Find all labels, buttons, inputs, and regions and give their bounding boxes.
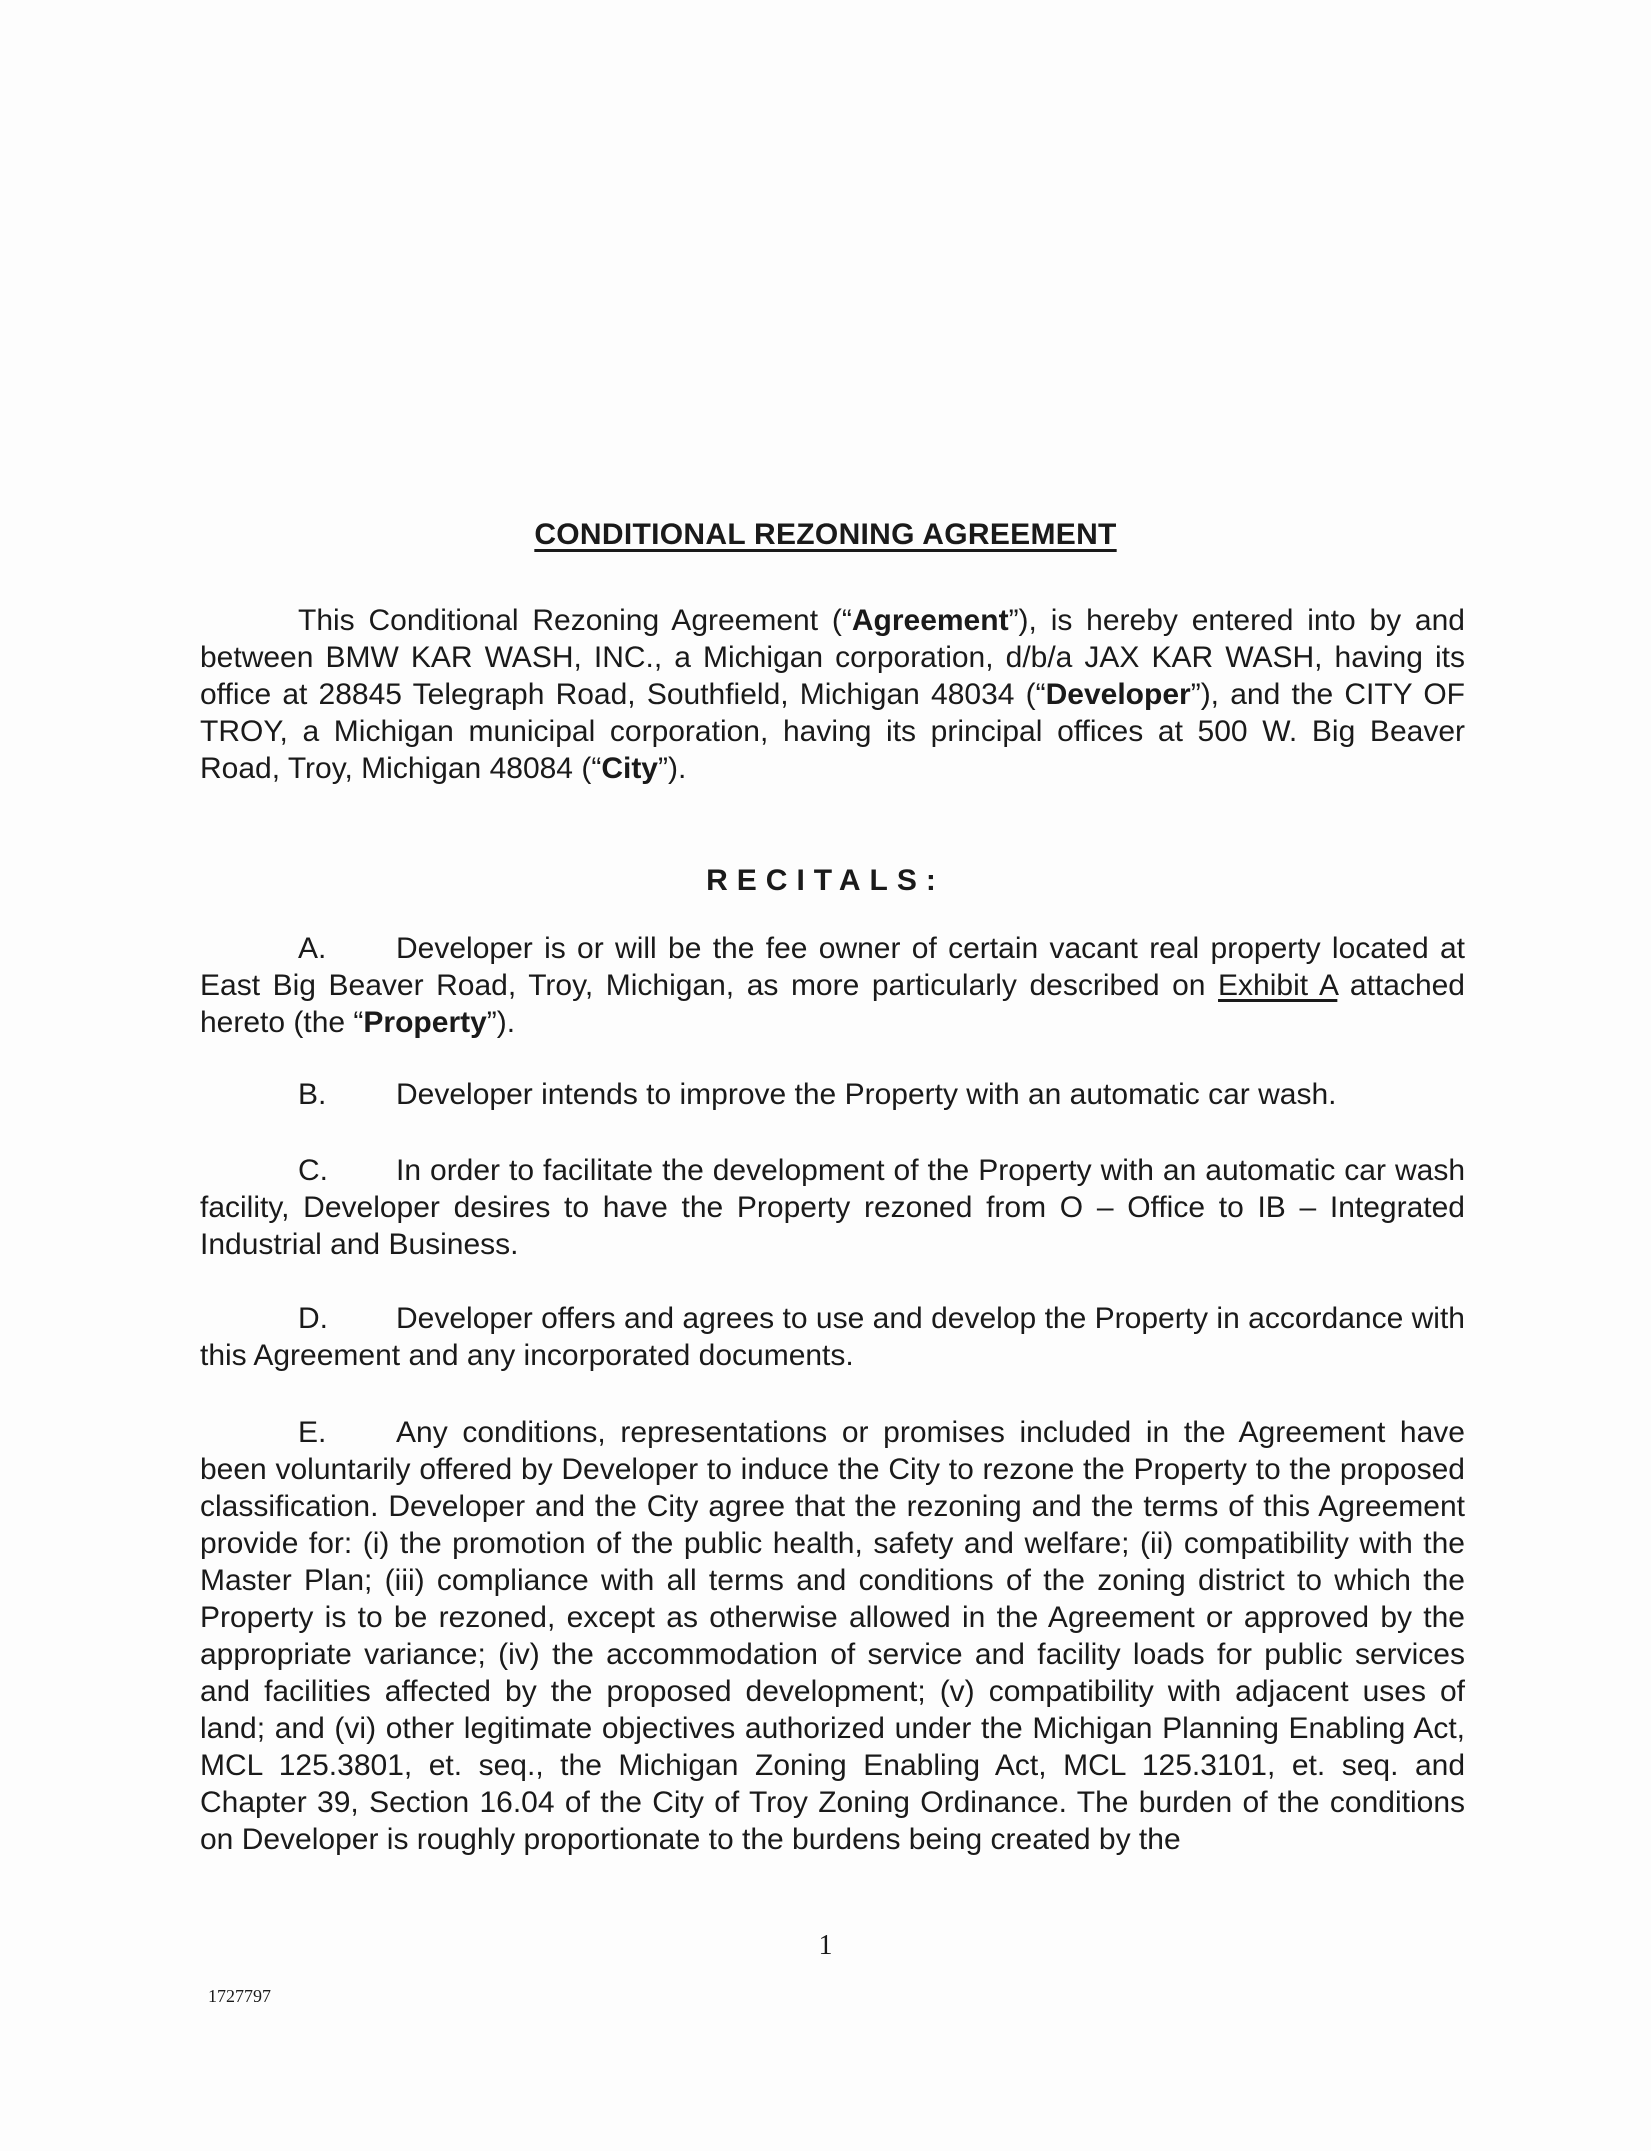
recital-e-letter: E. (298, 1416, 327, 1449)
title-text: CONDITIONAL REZONING AGREEMENT (534, 518, 1117, 551)
document-id: 1727797 (208, 1986, 271, 2006)
recital-c (200, 1152, 1465, 1263)
page-number: 1 (818, 1930, 833, 1961)
agreement-term: Agreement (851, 604, 1009, 637)
recital-c-text: In order to facilitate the development of the Property with an automatic car wash facility, Developer desires to have the Property rezoned from O – Office to IB – Integrated Industrial and Business. (200, 1154, 1465, 1261)
developer-term: Developer (1045, 678, 1191, 711)
intro-text-4: ”). (658, 752, 687, 785)
recital-a-text-1: Developer is or will be the fee owner of certain vacant real property located at East Big Beaver Road, Troy, Michigan, as more particularly described on (200, 932, 1465, 1002)
recital-b-letter: B. (298, 1078, 327, 1111)
recital-c-letter: C. (298, 1154, 328, 1187)
recital-e-text: Any conditions, representations or promises included in the Agreement have been voluntarily offered by Developer to induce the City to rezone the Property to the proposed classification. Developer and the City agree that the rezoning and the terms of this Agreement provide for: (i) the promotion of the public health, safety and welfare; (ii) compatibility with the Master Plan; (iii) compliance with all terms and conditions of the zoning district to which the Property is to be rezoned, except as otherwise allowed in the Agreement or approved by the appropriate variance; (iv) the accommodation of service and facility loads for public services and facilities affected by the proposed development; (v) compatibility with adjacent uses of land; and (vi) other legitimate objectives authorized under the Michigan Planning Enabling Act, MCL 125.3801, et. seq., the Michigan Zoning Enabling Act, MCL 125.3101, et. seq. and Chapter 39, Section 16.04 of the City of Troy Zoning Ordinance. The burden of the conditions on Developer is roughly proportionate to the burdens being created by the (200, 1416, 1465, 1856)
document-title (0, 518, 1651, 552)
property-term: Property (363, 1006, 487, 1039)
recital-d (200, 1300, 1465, 1374)
recital-d-text: Developer offers and agrees to use and develop the Property in accordance with this Agreement and any incorporated documents. (200, 1302, 1465, 1372)
recital-a (200, 930, 1465, 1041)
recital-a-letter: A. (298, 932, 327, 965)
recital-b (200, 1076, 1465, 1113)
exhibit-a-reference: Exhibit A (1218, 969, 1338, 1002)
recital-a-text-3: ”). (486, 1006, 516, 1039)
intro-paragraph (200, 602, 1465, 787)
city-term: City (601, 752, 658, 785)
recital-a-text-2: attached hereto (the “ (200, 969, 1465, 1039)
recital-b-text: Developer intends to improve the Property with an automatic car wash. (396, 1078, 1337, 1111)
intro-text-1: This Conditional Rezoning Agreement (“ (298, 604, 852, 637)
recital-d-letter: D. (298, 1302, 328, 1335)
recital-e (200, 1414, 1465, 1858)
intro-text-3: ”), and the CITY OF TROY, a Michigan municipal corporation, having its principal offices at 500 W. Big Beaver Road, Troy, Michigan 48084 (“ (200, 678, 1465, 785)
intro-text-2: ”), is hereby entered into by and between BMW KAR WASH, INC., a Michigan corporation, d/b/a JAX KAR WASH, having its office at 28845 Telegraph Road, Southfield, Michigan 48034 (“ (200, 604, 1465, 711)
recitals-heading: RECITALS: (706, 864, 945, 897)
